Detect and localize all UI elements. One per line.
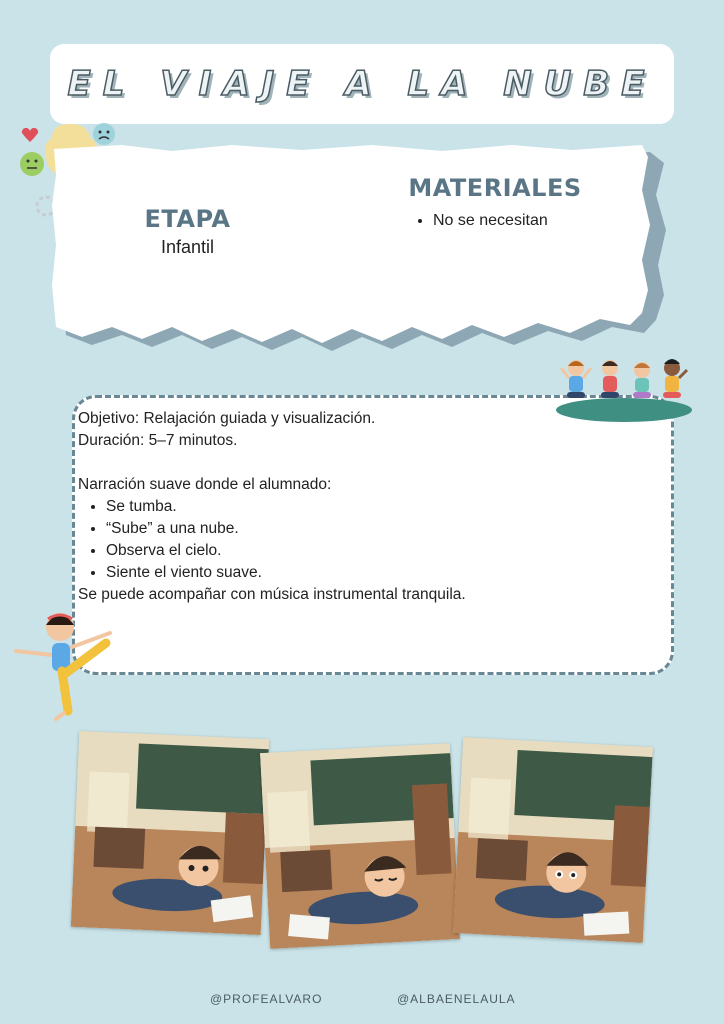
page-title: EL VIAJE A LA NUBE <box>67 64 657 104</box>
step-item: • Siente el viento suave. <box>106 562 658 584</box>
classroom-photo-3 <box>453 737 653 943</box>
duracion-text: Duración: 5–7 minutos. <box>78 432 238 449</box>
materiales-heading: MATERIALES <box>408 174 582 202</box>
materiales-section <box>395 174 595 230</box>
kids-on-mat-illustration <box>552 350 697 425</box>
step-item: • Observa el cielo. <box>106 540 658 562</box>
content-text <box>78 408 658 606</box>
yoga-girl-illustration <box>14 605 119 730</box>
footer-handle-left: @PROFEALVARO <box>210 992 323 1006</box>
objetivo-text: Objetivo: Relajación guiada y visualización. <box>78 410 376 427</box>
classroom-photo-2 <box>260 743 460 949</box>
step-item: • “Sube” a una nube. <box>106 518 658 540</box>
classroom-photo-1 <box>71 731 269 935</box>
materiales-item: • No se necesitan <box>433 212 595 230</box>
closing-text: Se puede acompañar con música instrumental tranquila. <box>78 586 466 603</box>
intro-text: Narración suave donde el alumnado: <box>78 476 332 493</box>
etapa-value: Infantil <box>160 237 215 257</box>
etapa-heading: ETAPA <box>144 205 231 233</box>
title-card <box>50 44 674 124</box>
steps-list <box>78 496 658 584</box>
step-item: • Se tumba. <box>106 496 658 518</box>
etapa-section <box>110 205 265 258</box>
materiales-list <box>395 212 595 230</box>
footer-handle-right: @ALBAENELAULA <box>397 992 516 1006</box>
